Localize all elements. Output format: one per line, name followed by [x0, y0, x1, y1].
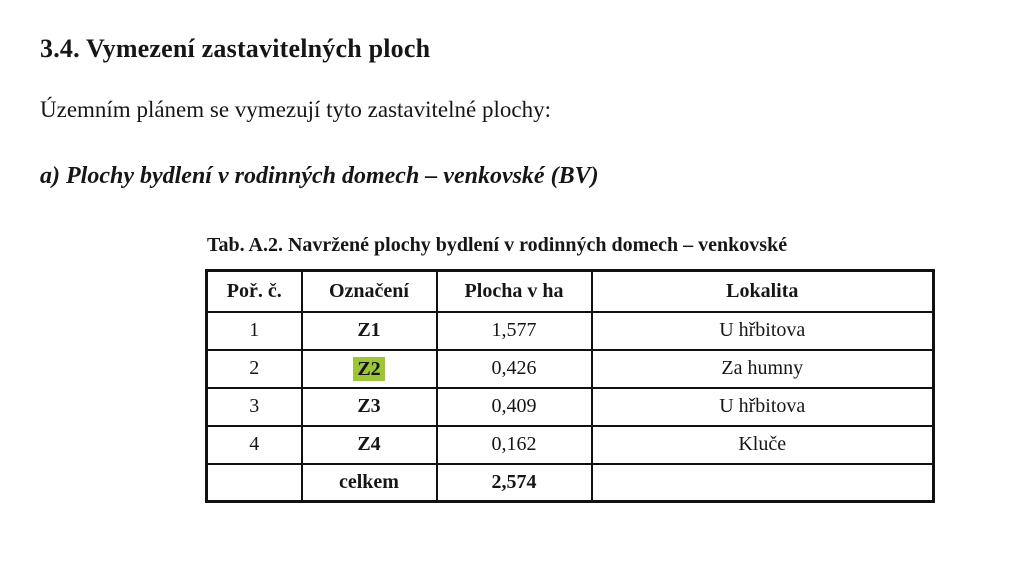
section-heading: 3.4. Vymezení zastavitelných ploch: [40, 34, 431, 63]
cell-code-highlighted: Z2: [302, 350, 437, 388]
cell-locality: Kluče: [592, 426, 934, 464]
cell-num: 2: [207, 350, 302, 388]
table-row: [207, 426, 934, 464]
cell-locality: U hřbitova: [592, 388, 934, 426]
table-total-row: [207, 464, 934, 502]
intro-paragraph: Územním plánem se vymezují tyto zastavitelné plochy:: [40, 97, 551, 122]
cell-num: 4: [207, 426, 302, 464]
col-header-oznaceni: Označení: [302, 271, 437, 312]
cell-total-label: celkem: [302, 464, 437, 502]
cell-num: 3: [207, 388, 302, 426]
subsection-heading: a) Plochy bydlení v rodinných domech – venkovské (BV): [40, 163, 599, 189]
cell-area: 0,162: [437, 426, 592, 464]
cell-area: 1,577: [437, 312, 592, 350]
cell-locality: U hřbitova: [592, 312, 934, 350]
table-row: [207, 350, 934, 388]
cell-num-empty: [207, 464, 302, 502]
cell-code: Z3: [302, 388, 437, 426]
table-caption: Tab. A.2. Navržené plochy bydlení v rodinných domech – venkovské: [207, 234, 788, 256]
cell-locality: Za humny: [592, 350, 934, 388]
cell-area: 0,426: [437, 350, 592, 388]
table-header-row: [207, 271, 934, 312]
cell-locality-empty: [592, 464, 934, 502]
col-header-plocha: Plocha v ha: [437, 271, 592, 312]
cell-code: Z1: [302, 312, 437, 350]
plots-table: [205, 269, 935, 503]
cell-area: 0,409: [437, 388, 592, 426]
col-header-lokalita: Lokalita: [592, 271, 934, 312]
table-block: [205, 234, 932, 503]
col-header-poradove-cislo: Poř. č.: [207, 271, 302, 312]
table-row: [207, 312, 934, 350]
cell-total-area: 2,574: [437, 464, 592, 502]
cell-num: 1: [207, 312, 302, 350]
table-row: [207, 388, 934, 426]
cell-code: Z4: [302, 426, 437, 464]
